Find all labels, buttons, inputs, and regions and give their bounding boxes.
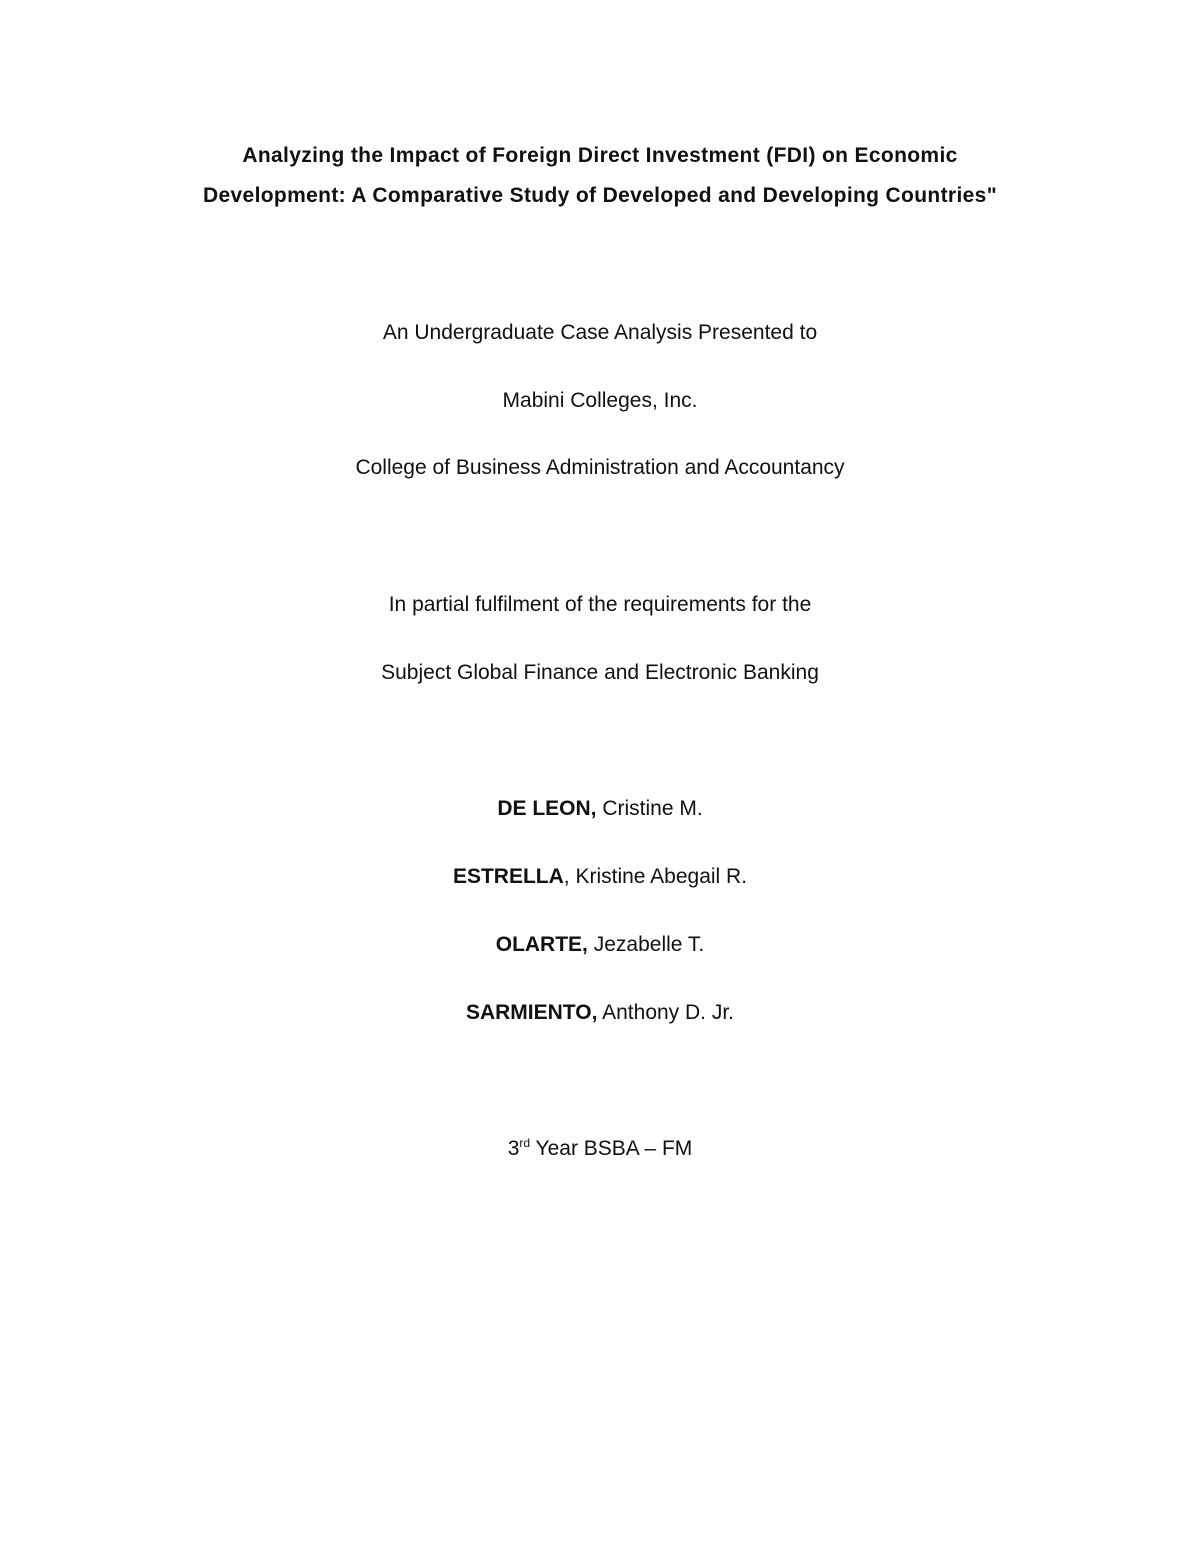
author-surname: OLARTE,: [495, 933, 588, 956]
title-line-1: Analyzing the Impact of Foreign Direct Investment (FDI) on Economic: [242, 144, 958, 167]
author-given-name: , Kristine Abegail R.: [563, 865, 748, 888]
author-2: [0, 864, 1200, 890]
author-3: [0, 932, 1200, 958]
subject-line: Subject Global Finance and Electronic Banking: [381, 661, 819, 684]
author-1: [0, 796, 1200, 822]
year-ordinal-suffix: rd: [519, 1136, 531, 1150]
author-surname: SARMIENTO,: [465, 1001, 598, 1024]
author-4: [0, 1000, 1200, 1026]
author-surname: ESTRELLA: [452, 865, 564, 888]
requirement-line: In partial fulfilment of the requirements for the: [388, 593, 812, 616]
year-number: 3: [507, 1137, 520, 1160]
year-level: [0, 1136, 1200, 1162]
author-given-name: Cristine M.: [596, 797, 703, 820]
author-surname: DE LEON,: [497, 797, 597, 820]
author-given-name: Anthony D. Jr.: [597, 1001, 735, 1024]
year-program: Year BSBA – FM: [530, 1137, 693, 1160]
college-name: College of Business Administration and Accountancy: [355, 456, 845, 479]
institution-name: Mabini Colleges, Inc.: [502, 389, 698, 412]
author-given-name: Jezabelle T.: [587, 933, 705, 956]
title-line-2: Development: A Comparative Study of Developed and Developing Countries": [202, 184, 998, 207]
presentation-line: An Undergraduate Case Analysis Presented to: [382, 321, 818, 344]
